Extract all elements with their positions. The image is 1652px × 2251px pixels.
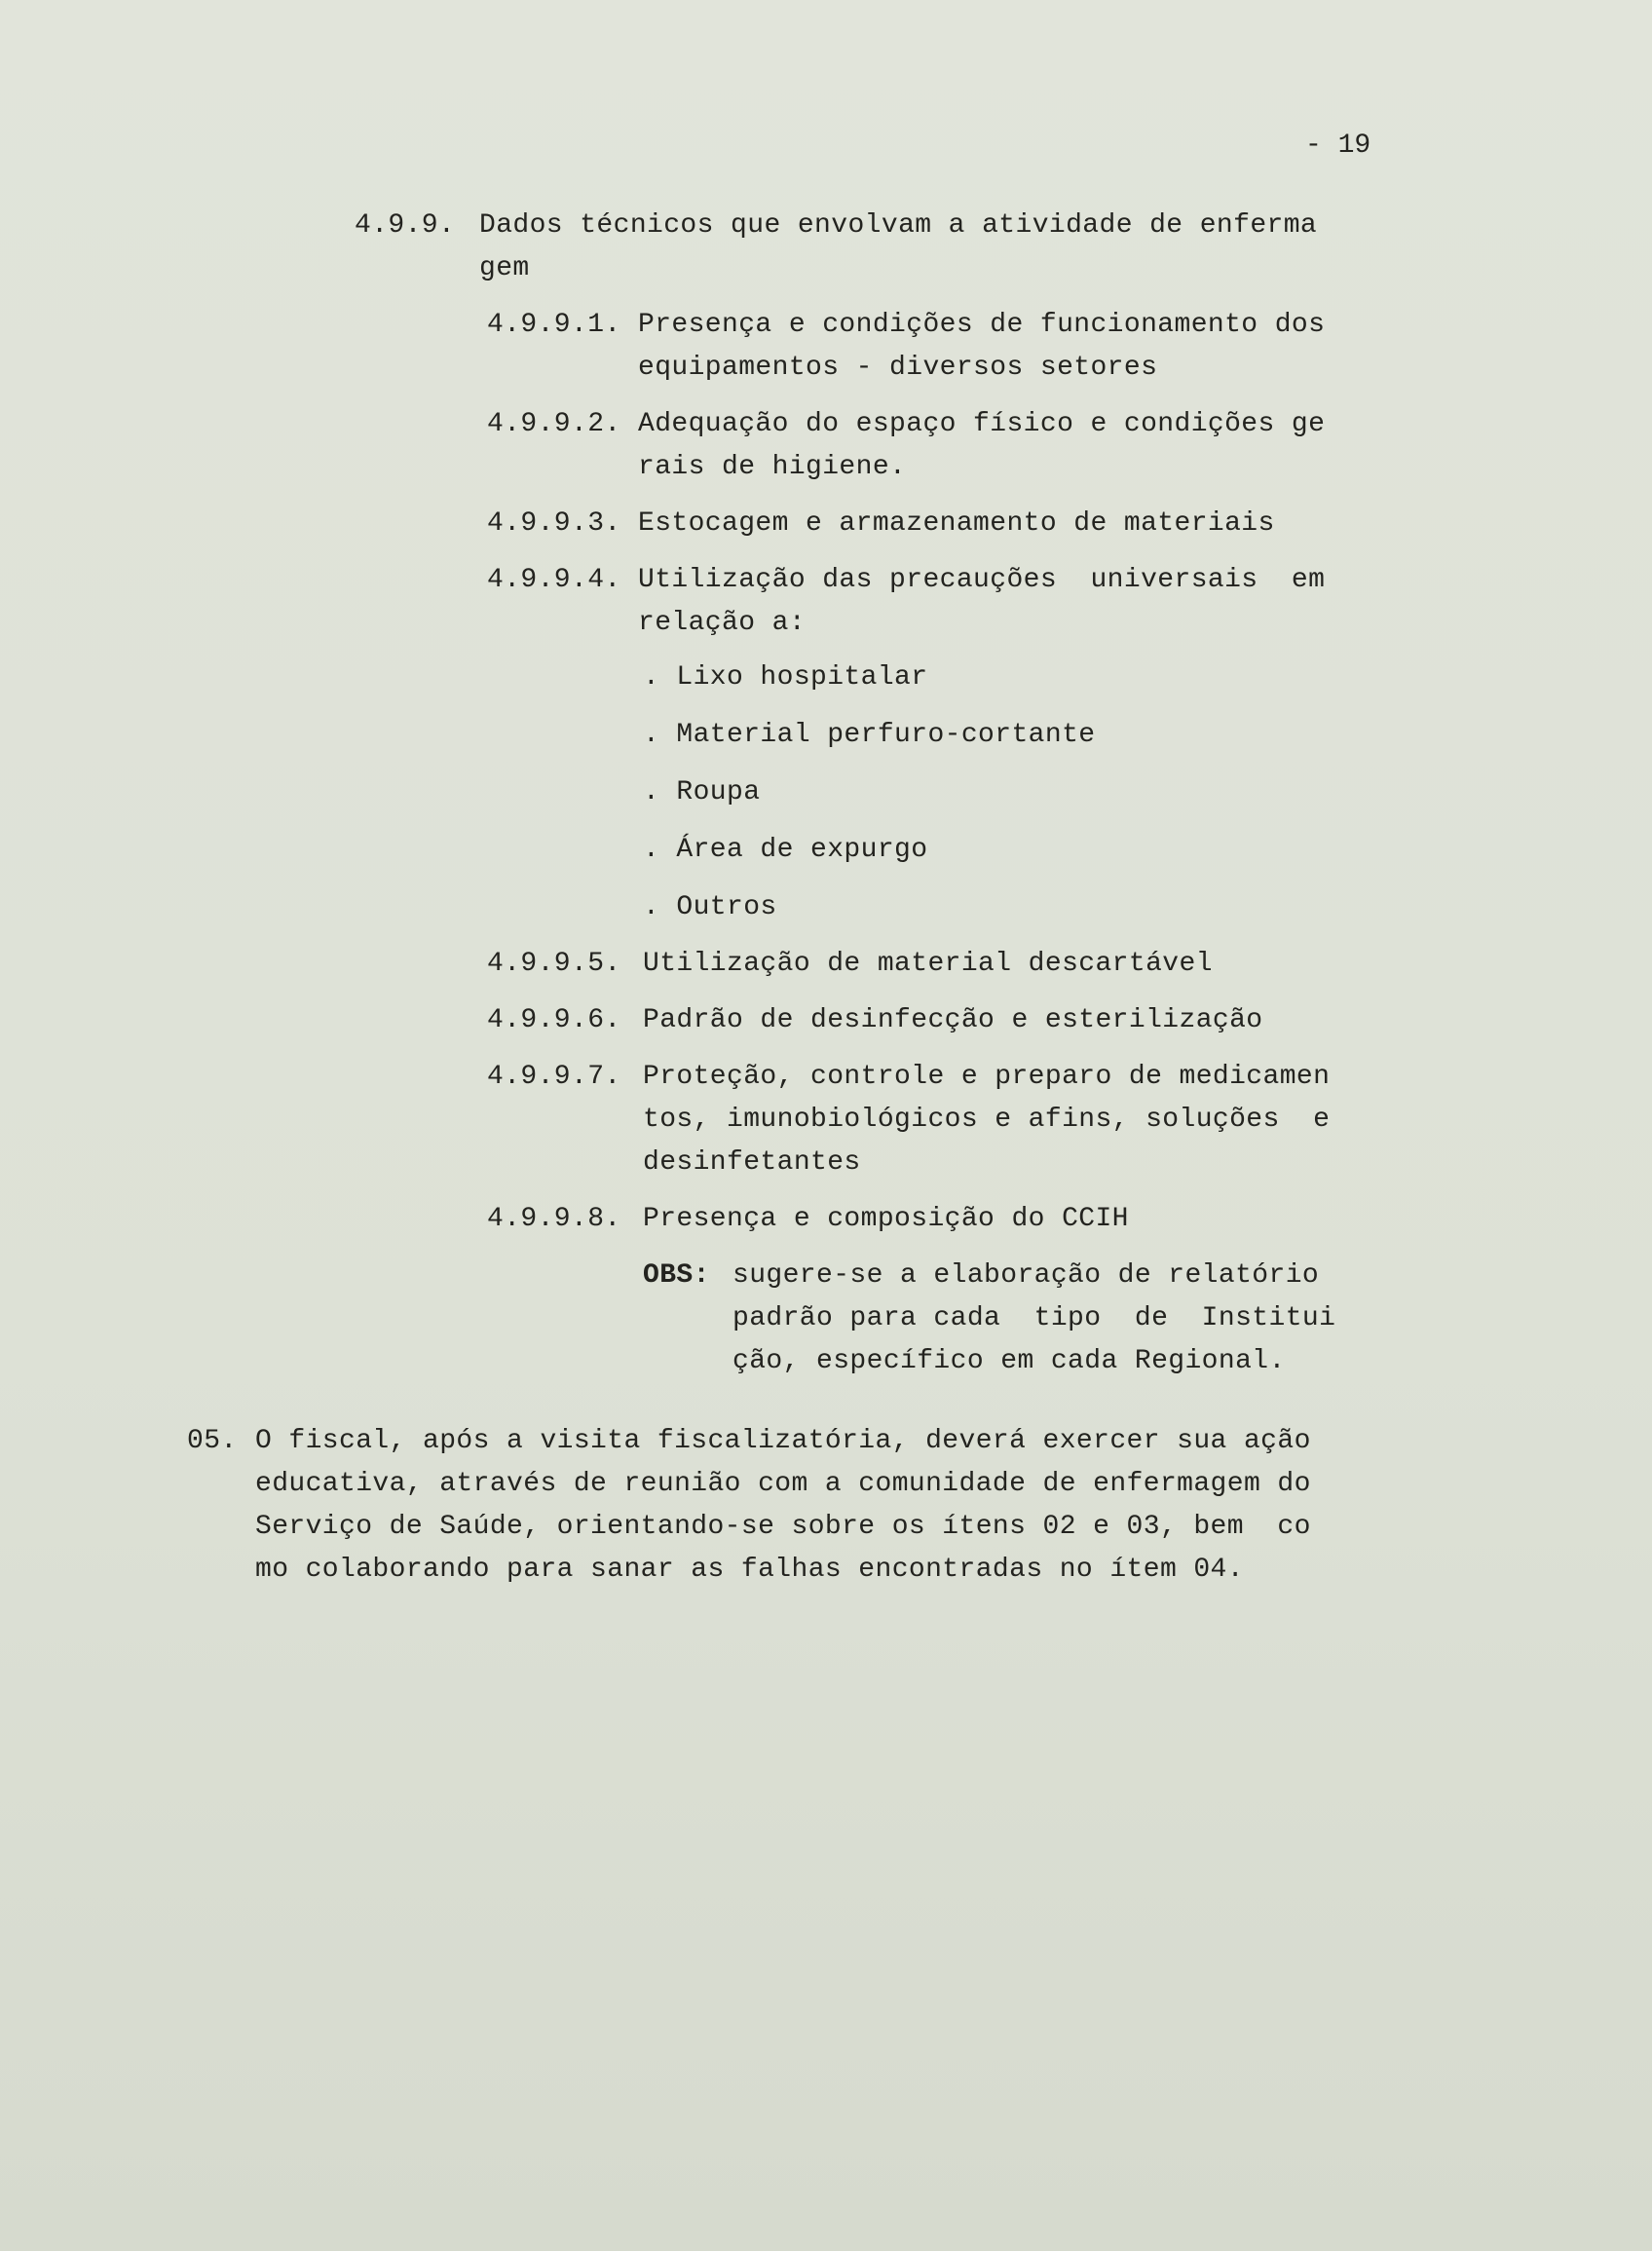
paragraph-line: O fiscal, após a visita fiscalizatória, deverá exercer sua ação [255, 1426, 1311, 1456]
section-heading-line: gem [479, 253, 530, 283]
item-text-line: Padrão de desinfecção e esterilização [643, 1005, 1263, 1035]
paragraph-line: mo colaborando para sanar as falhas encontradas no ítem 04. [255, 1555, 1244, 1585]
item-number: 4.9.9.2. [487, 409, 621, 439]
page-number: - 19 [1305, 131, 1371, 161]
item-number: 4.9.9.6. [487, 1005, 621, 1035]
item-number: 4.9.9.3. [487, 508, 621, 539]
item-number: 4.9.9.5. [487, 949, 621, 979]
bullet-item: . Material perfuro-cortante [643, 720, 1096, 750]
item-text-line: equipamentos - diversos setores [638, 353, 1158, 383]
item-number: 4.9.9.8. [487, 1204, 621, 1234]
item-text-line: relação a: [638, 608, 807, 638]
item-text-line: Estocagem e armazenamento de materiais [638, 508, 1275, 539]
paragraph-line: educativa, através de reunião com a comunidade de enfermagem do [255, 1469, 1311, 1499]
item-text-line: Adequação do espaço físico e condições ge [638, 409, 1326, 439]
bullet-item: . Roupa [643, 777, 761, 807]
item-text-line: tos, imunobiológicos e afins, soluções e [643, 1105, 1331, 1135]
item-text-line: Utilização de material descartável [643, 949, 1213, 979]
item-text-line: Utilização das precauções universais em [638, 565, 1326, 595]
obs-text-line: ção, específico em cada Regional. [732, 1346, 1286, 1376]
item-text-line: Proteção, controle e preparo de medicamen [643, 1062, 1331, 1092]
bullet-item: . Lixo hospitalar [643, 662, 928, 693]
item-text-line: desinfetantes [643, 1147, 861, 1178]
section-number: 4.9.9. [355, 210, 456, 241]
section-heading-line: Dados técnicos que envolvam a atividade de enferma [479, 210, 1318, 241]
bullet-item: . Outros [643, 892, 777, 922]
item-number: 4.9.9.4. [487, 565, 621, 595]
obs-text-line: padrão para cada tipo de Institui [732, 1303, 1336, 1333]
bullet-item: . Área de expurgo [643, 835, 928, 865]
item-number: 4.9.9.7. [487, 1062, 621, 1092]
obs-label: OBS: [643, 1260, 710, 1291]
item-text-line: rais de higiene. [638, 452, 907, 482]
item-text-line: Presença e condições de funcionamento dos [638, 310, 1326, 340]
item-text-line: Presença e composição do CCIH [643, 1204, 1129, 1234]
paragraph-line: Serviço de Saúde, orientando-se sobre os ítens 02 e 03, bem co [255, 1512, 1311, 1542]
obs-text-line: sugere-se a elaboração de relatório [732, 1260, 1320, 1291]
item-number: 4.9.9.1. [487, 310, 621, 340]
section-number: 05. [187, 1426, 238, 1456]
